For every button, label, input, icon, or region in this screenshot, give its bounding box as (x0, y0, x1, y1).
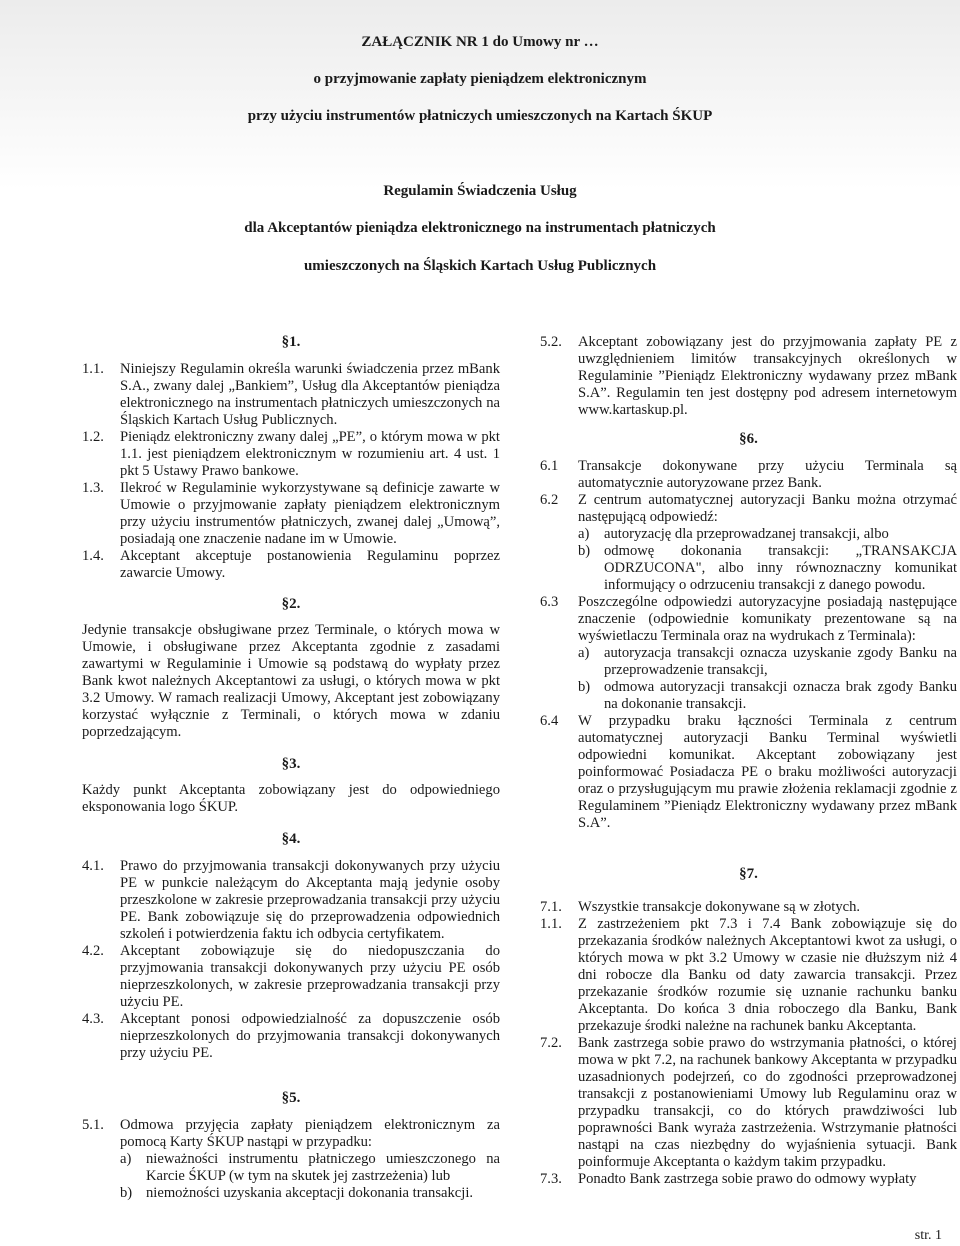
paragraph-1-2 (82, 429, 500, 480)
list-item-b (578, 679, 957, 713)
list-item-a (120, 1151, 500, 1185)
paragraph-number: 7.1. (540, 899, 562, 915)
paragraph-6-4 (540, 713, 957, 832)
annex-subtitle: o przyjmowanie zapłaty pieniądzem elektronicznym (313, 71, 647, 87)
list-marker: b) (120, 1185, 133, 1201)
paragraph-number: 5.1. (82, 1117, 104, 1133)
paragraph-lead: Odmowa przyjęcia zapłaty pieniądzem elektronicznym za pomocą Karty ŚKUP nastąpi w przypadku: (120, 1117, 500, 1150)
paragraph-text: Bank zastrzega sobie prawo do wstrzymania płatności, o której mowa w pkt 7.2, na rachunek bankowy Akceptanta w przypadku uzasadnionych podejrzeń, co do zgodności przeprowadzonej transakcji z postanowieniami Umowy lub Regulaminu oraz w przypadku transakcji, co do których prawdziwości lub poprawności Bank wyraża zastrzeżenia. Wstrzymanie płatności nastąpi na czas niezbędny do wyjaśnienia sytuacji. Bank poinformuje Akceptanta o każdym takim przypadku. (578, 1035, 957, 1170)
regulation-subtitle: dla Akceptantów pieniądza elektronicznego na instrumentach płatniczych (244, 220, 716, 236)
paragraph-text (120, 1117, 500, 1202)
annex-title: ZAŁĄCZNIK NR 1 do Umowy nr … (361, 34, 599, 50)
paragraph-6-3 (540, 594, 957, 713)
section-2-title: §2. (281, 596, 301, 612)
paragraph-4-1 (82, 858, 500, 943)
paragraph-text: Z zastrzeżeniem pkt 7.3 i 7.4 Bank zobowiązuje się do przekazania środków należnych Akceptantowi kwot za usługi, o których mowa w pkt 3.2 Umowy w czasie nie dłuższym niż 4 dni robocze dla Banku od daty zawarcia transakcji. Przez przekazanie środków rozumie się uznanie rachunku banku Akceptanta. Do końca 3 dnia roboczego dla Banku, Bank przekazuje środki należne na rachunek banku Akceptanta. (578, 916, 957, 1034)
list-marker: b) (578, 543, 591, 559)
list-marker: a) (578, 526, 590, 542)
paragraph-number: 6.1 (540, 458, 559, 474)
section-7-title: §7. (739, 866, 758, 882)
paragraph-7-1-1 (540, 916, 957, 1035)
paragraph-5-2 (540, 334, 957, 419)
regulation-title: Regulamin Świadczenia Usług (383, 183, 577, 199)
paragraph-number: 1.3. (82, 480, 104, 496)
paragraph-text: Pieniądz elektroniczny zwany dalej „PE”, o którym mowa w pkt 1.1. jest pieniądzem elektronicznym w rozumieniu art. 4 ust. 1 pkt 5 Ustawy Prawo bankowe. (120, 429, 500, 479)
paragraph-number: 4.1. (82, 858, 104, 874)
paragraph-number: 7.2. (540, 1035, 562, 1051)
list-item-b (120, 1185, 500, 1202)
paragraph-number: 4.2. (82, 943, 104, 959)
section-6-title: §6. (739, 431, 758, 447)
paragraph-6-2 (540, 492, 957, 594)
section-3-title: §3. (281, 756, 301, 772)
list-marker: a) (120, 1151, 132, 1167)
page-number: str. 1 (914, 1228, 942, 1243)
paragraph-4-3 (82, 1011, 500, 1062)
paragraph-number: 1.1. (540, 916, 562, 932)
paragraph-text: Transakcje dokonywane przy użyciu Terminala są automatycznie autoryzowane przez Bank. (578, 458, 957, 491)
paragraph-6-1 (540, 458, 957, 492)
paragraph-text: Niniejszy Regulamin określa warunki świadczenia przez mBank S.A., zwany dalej „Bankiem”, Usług dla Akceptantów pieniądza elektronicznego na instrumentach płatniczych umieszczonych na Śląskich Kartach Usług Publicznych. (120, 361, 500, 428)
section-2-text: Jedynie transakcje obsługiwane przez Terminale, o których mowa w Umowie, i obsługiwane przez Akceptanta zgodnie z zasadami zawartymi w Regulaminie i Umowie są podstawą do wypłaty przez Bank kwot należnych Akceptantowi za usługi, o których mowa w pkt 3.2 Umowy. W ramach realizacji Umowy, Akceptant jest zobowiązany korzystać wyłącznie z Terminali, o których mowa w zdaniu poprzedzającym. (82, 622, 500, 740)
list-text: odmowę dokonania transakcji: „TRANSAKCJA ODRZUCONA", albo inny równoznaczny komunikat informujący o odrzuceniu transakcji z danego powodu. (604, 543, 957, 593)
section-4-title: §4. (281, 831, 301, 847)
paragraph-1-4 (82, 548, 500, 582)
section-1-title: §1. (281, 334, 301, 350)
paragraph-5-1 (82, 1117, 500, 1202)
list-text: odmowa autoryzacji transakcji oznacza brak zgody Banku na dokonanie transakcji. (604, 679, 957, 712)
paragraph-text: Akceptant akceptuje postanowienia Regulaminu poprzez zawarcie Umowy. (120, 548, 500, 581)
list-marker: b) (578, 679, 591, 695)
paragraph-number: 1.1. (82, 361, 104, 377)
paragraph-4-2 (82, 943, 500, 1011)
paragraph-1-1 (82, 361, 500, 429)
list-item-a (578, 645, 957, 679)
paragraph-7-1 (540, 899, 957, 916)
list-text: nieważności instrumentu płatniczego umieszczonego na Karcie ŚKUP (w tym na skutek jej zastrzeżenia) lub (146, 1151, 500, 1184)
paragraph-text (578, 492, 957, 594)
list-text: autoryzacja transakcji oznacza uzyskanie zgody Banku na przeprowadzenie transakcji, (604, 645, 957, 678)
paragraph-text: Ponadto Bank zastrzega sobie prawo do odmowy wypłaty (578, 1171, 917, 1187)
paragraph-text: Akceptant ponosi odpowiedzialność za dopuszczenie osób nieprzeszkolonych do przyjmowania transakcji dokonywanych przy użyciu PE. (120, 1011, 500, 1061)
section-3-text: Każdy punkt Akceptanta zobowiązany jest do odpowiedniego eksponowania logo ŚKUP. (82, 782, 500, 815)
paragraph-number: 6.4 (540, 713, 559, 729)
paragraph-text: Prawo do przyjmowania transakcji dokonywanych przy użyciu PE w punkcie należącym do Akceptanta mają jedynie osoby przeszkolone w zakresie przeprowadzania transakcji przy użyciu PE. Bank zobowiązuje się do przeprowadzenia odpowiednich szkoleń i potwierdzenia faktu ich odbycia certyfikatem. (120, 858, 500, 942)
annex-subtitle-2: przy użyciu instrumentów płatniczych umieszczonych na Kartach ŚKUP (247, 108, 713, 124)
paragraph-lead: Poszczególne odpowiedzi autoryzacyjne posiadają następujące znaczenie (odpowiednie komunikaty prezentowane są na wyświetlaczu Terminala oraz na wydrukach z Terminala): (578, 594, 957, 644)
paragraph-text: Ilekroć w Regulaminie wykorzystywane są definicje zawarte w Umowie o przyjmowanie zapłaty pieniądzem elektronicznym przy użyciu instrumentów płatniczych, zwanej dalej „Umową”, posiadają one znaczenie nadane im w Umowie. (120, 480, 500, 547)
paragraph-7-2 (540, 1035, 957, 1171)
section-5-title: §5. (281, 1090, 301, 1106)
list-text: niemożności uzyskania akceptacji dokonania transakcji. (146, 1185, 474, 1201)
list-item-a (578, 526, 957, 543)
paragraph-number: 6.3 (540, 594, 559, 610)
paragraph-text: Akceptant zobowiązuje się do niedopuszczania do przyjmowania transakcji dokonywanych przy użyciu PE osób nieprzeszkolonych, w zakresie przeprowadzania transakcji przy użyciu PE. (120, 943, 500, 1010)
paragraph-number: 4.3. (82, 1011, 104, 1027)
list-marker: a) (578, 645, 590, 661)
paragraph-1-3 (82, 480, 500, 548)
list-text: autoryzację dla przeprowadzanej transakcji, albo (604, 526, 889, 542)
regulation-subtitle-2: umieszczonych na Śląskich Kartach Usług Publicznych (303, 258, 657, 274)
paragraph-number: 6.2 (540, 492, 559, 508)
paragraph-lead: Z centrum automatycznej autoryzacji Banku można otrzymać następującą odpowiedź: (578, 492, 957, 525)
paragraph-number: 5.2. (540, 334, 562, 350)
paragraph-text: Wszystkie transakcje dokonywane są w złotych. (578, 899, 861, 915)
paragraph-number: 1.4. (82, 548, 104, 564)
paragraph-7-3 (540, 1171, 957, 1188)
right-column (540, 334, 957, 1188)
paragraph-number: 7.3. (540, 1171, 562, 1187)
left-column (82, 334, 500, 1202)
header-background (0, 0, 960, 190)
paragraph-text (578, 594, 957, 713)
paragraph-number: 1.2. (82, 429, 104, 445)
paragraph-text: W przypadku braku łączności Terminala z centrum automatycznej autoryzacji Banku Terminal wyświetli odpowiedni komunikat. Akceptant zobowiązany jest poinformować Posiadacza PE o braku możliwości autoryzacji oraz o przysługującym mu prawie złożenia reklamacji zgodnie z Regulaminem ”Pieniądz Elektroniczny wydawany przez mBank S.A”. (578, 713, 957, 831)
paragraph-text: Akceptant zobowiązany jest do przyjmowania zapłaty PE z uwzględnieniem limitów transakcyjnych określonych w Regulaminie ”Pieniądz Elektroniczny wydawany przez mBank S.A”. Regulamin ten jest dostępny pod adresem internetowym www.kartaskup.pl. (578, 334, 957, 418)
list-item-b (578, 543, 957, 594)
